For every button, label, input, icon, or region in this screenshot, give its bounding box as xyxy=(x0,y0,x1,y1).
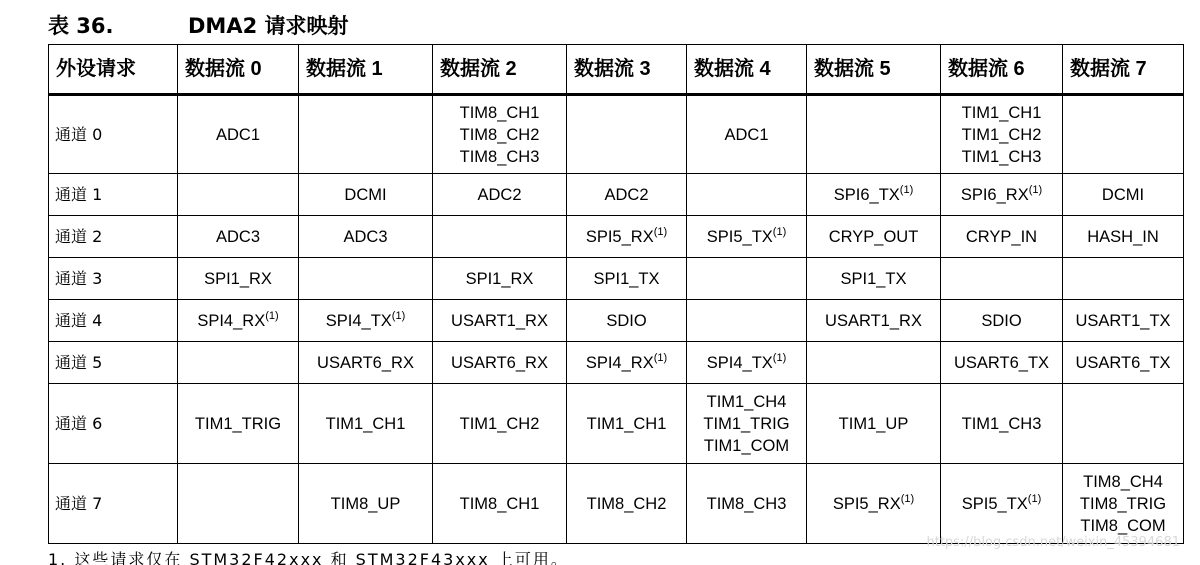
request-entry xyxy=(180,268,296,290)
request-name: TIM1_CH2 xyxy=(962,126,1042,144)
mapping-cell xyxy=(1063,174,1184,216)
request-name: SPI5_TX xyxy=(962,495,1028,513)
request-entry xyxy=(1065,310,1181,332)
request-entry xyxy=(569,184,684,206)
request-entry xyxy=(180,413,296,435)
mapping-cell xyxy=(807,216,941,258)
row-label-channel-6: 通道 6 xyxy=(49,384,178,464)
request-name: TIM8_CH1 xyxy=(460,495,540,513)
request-name: TIM8_CH2 xyxy=(460,126,540,144)
mapping-cell xyxy=(1063,300,1184,342)
mapping-cell xyxy=(941,384,1063,464)
request-entry xyxy=(689,352,804,374)
request-entry xyxy=(809,493,938,515)
request-name: SPI5_RX xyxy=(586,228,654,246)
row-label-channel-1: 通道 1 xyxy=(49,174,178,216)
request-name: CRYP_IN xyxy=(966,228,1037,246)
request-name: ADC3 xyxy=(343,228,387,246)
footnote-marker: (1) xyxy=(654,226,667,238)
mapping-cell xyxy=(299,216,433,258)
request-entry xyxy=(689,435,804,457)
mapping-cell xyxy=(299,258,433,300)
header-stream-0: 数据流 0 xyxy=(178,45,299,95)
request-name: DCMI xyxy=(344,186,386,204)
header-stream-4: 数据流 4 xyxy=(687,45,807,95)
mapping-cell xyxy=(687,258,807,300)
row-label-channel-5: 通道 5 xyxy=(49,342,178,384)
request-entry xyxy=(301,352,430,374)
table-body xyxy=(49,95,1184,544)
request-name: ADC1 xyxy=(216,126,260,144)
request-entry xyxy=(943,493,1060,515)
mapping-cell xyxy=(567,174,687,216)
row-label-channel-0: 通道 0 xyxy=(49,95,178,174)
request-entry xyxy=(809,184,938,206)
request-name: USART6_RX xyxy=(451,354,548,372)
footnote-marker: (1) xyxy=(654,352,667,364)
request-entry xyxy=(809,226,938,248)
request-name: SDIO xyxy=(981,312,1021,330)
mapping-cell xyxy=(433,174,567,216)
header-row xyxy=(49,45,1184,95)
footnote-marker: (1) xyxy=(900,184,913,196)
request-name: ADC1 xyxy=(724,126,768,144)
request-name: SPI1_RX xyxy=(204,270,272,288)
request-entry xyxy=(435,310,564,332)
mapping-cell xyxy=(433,95,567,174)
mapping-cell xyxy=(567,216,687,258)
header-stream-7: 数据流 7 xyxy=(1063,45,1184,95)
row-label-channel-2: 通道 2 xyxy=(49,216,178,258)
mapping-cell xyxy=(433,216,567,258)
request-name: SDIO xyxy=(606,312,646,330)
request-name: TIM1_COM xyxy=(704,437,789,455)
mapping-cell xyxy=(807,464,941,544)
request-entry xyxy=(435,493,564,515)
mapping-cell xyxy=(178,300,299,342)
request-name: ADC3 xyxy=(216,228,260,246)
mapping-cell xyxy=(807,342,941,384)
header-peripheral-request: 外设请求 xyxy=(49,45,178,95)
footnote-marker: (1) xyxy=(901,493,914,505)
request-name: SPI6_RX xyxy=(961,186,1029,204)
footnote-text: 1. 这些请求仅在 STM32F42xxx 和 STM32F43xxx 上可用。 xyxy=(48,550,668,565)
mapping-cell xyxy=(807,258,941,300)
request-name: USART6_TX xyxy=(954,354,1049,372)
request-name: ADC2 xyxy=(604,186,648,204)
mapping-cell xyxy=(941,174,1063,216)
mapping-cell xyxy=(941,300,1063,342)
header-stream-2: 数据流 2 xyxy=(433,45,567,95)
table-caption xyxy=(48,10,349,40)
request-entry xyxy=(689,124,804,146)
mapping-cell xyxy=(1063,95,1184,174)
mapping-cell xyxy=(178,95,299,174)
request-name: SPI4_TX xyxy=(707,354,773,372)
watermark: https://blog.csdn.net/weixin_45394681 xyxy=(926,535,1180,550)
request-entry xyxy=(180,124,296,146)
row-label-channel-7: 通道 7 xyxy=(49,464,178,544)
request-name: SPI4_TX xyxy=(326,312,392,330)
table-row xyxy=(49,95,1184,174)
request-name: SPI4_RX xyxy=(197,312,265,330)
mapping-cell xyxy=(299,464,433,544)
mapping-cell xyxy=(178,464,299,544)
mapping-cell xyxy=(178,342,299,384)
mapping-cell xyxy=(687,95,807,174)
dma2-request-mapping-table-container xyxy=(48,44,1183,544)
table-row xyxy=(49,300,1184,342)
request-entry xyxy=(1065,493,1181,515)
request-entry xyxy=(943,184,1060,206)
request-entry xyxy=(809,268,938,290)
request-name: TIM1_CH1 xyxy=(962,104,1042,122)
request-entry xyxy=(301,310,430,332)
footnote-marker: (1) xyxy=(773,226,786,238)
mapping-cell xyxy=(941,95,1063,174)
request-name: TIM1_CH3 xyxy=(962,415,1042,433)
request-entry xyxy=(435,413,564,435)
request-name: TIM8_UP xyxy=(331,495,401,513)
table-row xyxy=(49,384,1184,464)
request-entry xyxy=(943,413,1060,435)
request-entry xyxy=(943,124,1060,146)
request-entry xyxy=(435,124,564,146)
request-name: SPI1_TX xyxy=(593,270,659,288)
header-stream-1: 数据流 1 xyxy=(299,45,433,95)
request-entry xyxy=(1065,471,1181,493)
request-name: TIM1_TRIG xyxy=(195,415,281,433)
request-name: SPI1_TX xyxy=(840,270,906,288)
header-stream-3: 数据流 3 xyxy=(567,45,687,95)
request-entry xyxy=(569,413,684,435)
request-entry xyxy=(809,413,938,435)
request-entry xyxy=(301,184,430,206)
table-title: DMA2 请求映射 xyxy=(188,10,349,40)
mapping-cell xyxy=(299,342,433,384)
mapping-cell xyxy=(178,258,299,300)
request-entry xyxy=(435,146,564,168)
footnote-marker: (1) xyxy=(392,310,405,322)
mapping-cell xyxy=(807,95,941,174)
request-name: TIM8_CH1 xyxy=(460,104,540,122)
mapping-cell xyxy=(807,384,941,464)
request-name: SPI6_TX xyxy=(834,186,900,204)
request-name: USART1_TX xyxy=(1075,312,1170,330)
table-row xyxy=(49,342,1184,384)
mapping-cell xyxy=(687,342,807,384)
table-row xyxy=(49,174,1184,216)
mapping-cell xyxy=(687,384,807,464)
request-name: USART1_RX xyxy=(825,312,922,330)
mapping-cell xyxy=(299,300,433,342)
mapping-cell xyxy=(567,258,687,300)
table-row xyxy=(49,216,1184,258)
mapping-cell xyxy=(299,95,433,174)
request-entry xyxy=(569,493,684,515)
mapping-cell xyxy=(687,174,807,216)
mapping-cell xyxy=(567,464,687,544)
mapping-cell xyxy=(433,300,567,342)
request-entry xyxy=(1065,184,1181,206)
footnote-marker: (1) xyxy=(773,352,786,364)
request-name: SPI5_TX xyxy=(707,228,773,246)
mapping-cell xyxy=(941,464,1063,544)
request-entry xyxy=(1065,515,1181,537)
request-entry xyxy=(569,310,684,332)
request-entry xyxy=(569,268,684,290)
request-entry xyxy=(435,102,564,124)
header-stream-6: 数据流 6 xyxy=(941,45,1063,95)
mapping-cell xyxy=(687,300,807,342)
request-name: TIM8_CH4 xyxy=(1083,473,1163,491)
request-entry xyxy=(301,413,430,435)
request-entry xyxy=(689,391,804,413)
mapping-cell xyxy=(1063,384,1184,464)
table-number: 表 36. xyxy=(48,10,188,40)
request-name: CRYP_OUT xyxy=(829,228,919,246)
request-name: TIM8_TRIG xyxy=(1080,495,1166,513)
request-entry xyxy=(1065,226,1181,248)
request-name: TIM8_CH3 xyxy=(707,495,787,513)
mapping-cell xyxy=(567,342,687,384)
mapping-cell xyxy=(433,384,567,464)
request-entry xyxy=(689,413,804,435)
header-stream-5: 数据流 5 xyxy=(807,45,941,95)
dma2-request-mapping-table xyxy=(48,44,1184,544)
request-entry xyxy=(301,226,430,248)
request-name: USART6_TX xyxy=(1075,354,1170,372)
request-name: TIM8_CH3 xyxy=(460,148,540,166)
request-entry xyxy=(180,226,296,248)
request-name: USART1_RX xyxy=(451,312,548,330)
request-name: TIM1_UP xyxy=(839,415,909,433)
request-entry xyxy=(1065,352,1181,374)
request-name: TIM1_CH1 xyxy=(326,415,406,433)
request-name: TIM1_CH2 xyxy=(460,415,540,433)
request-entry xyxy=(301,493,430,515)
request-name: TIM8_COM xyxy=(1080,517,1165,535)
request-entry xyxy=(943,352,1060,374)
request-name: SPI1_RX xyxy=(466,270,534,288)
request-name: ADC2 xyxy=(477,186,521,204)
request-entry xyxy=(435,184,564,206)
mapping-cell xyxy=(1063,216,1184,258)
mapping-cell xyxy=(299,384,433,464)
footnote-cutoff xyxy=(48,545,668,565)
table-row xyxy=(49,258,1184,300)
request-entry xyxy=(943,226,1060,248)
mapping-cell xyxy=(433,342,567,384)
request-name: TIM1_CH1 xyxy=(587,415,667,433)
request-name: TIM1_TRIG xyxy=(703,415,789,433)
request-entry xyxy=(689,493,804,515)
mapping-cell xyxy=(941,216,1063,258)
mapping-cell xyxy=(567,384,687,464)
request-name: USART6_RX xyxy=(317,354,414,372)
request-name: TIM1_CH3 xyxy=(962,148,1042,166)
mapping-cell xyxy=(1063,258,1184,300)
mapping-cell xyxy=(178,216,299,258)
mapping-cell xyxy=(941,342,1063,384)
mapping-cell xyxy=(567,300,687,342)
mapping-cell xyxy=(178,174,299,216)
request-entry xyxy=(569,226,684,248)
request-entry xyxy=(180,310,296,332)
request-entry xyxy=(689,226,804,248)
request-name: TIM8_CH2 xyxy=(587,495,667,513)
footnote-marker: (1) xyxy=(1028,493,1041,505)
mapping-cell xyxy=(433,258,567,300)
request-entry xyxy=(943,102,1060,124)
request-name: DCMI xyxy=(1102,186,1144,204)
table-row xyxy=(49,464,1184,544)
request-name: TIM1_CH4 xyxy=(707,393,787,411)
mapping-cell xyxy=(1063,342,1184,384)
row-label-channel-3: 通道 3 xyxy=(49,258,178,300)
mapping-cell xyxy=(687,216,807,258)
mapping-cell xyxy=(941,258,1063,300)
request-entry xyxy=(435,352,564,374)
mapping-cell xyxy=(807,174,941,216)
request-entry xyxy=(569,352,684,374)
request-entry xyxy=(943,146,1060,168)
request-entry xyxy=(435,268,564,290)
row-label-channel-4: 通道 4 xyxy=(49,300,178,342)
mapping-cell xyxy=(299,174,433,216)
mapping-cell xyxy=(807,300,941,342)
mapping-cell xyxy=(567,95,687,174)
request-entry xyxy=(943,310,1060,332)
request-entry xyxy=(809,310,938,332)
footnote-marker: (1) xyxy=(265,310,278,322)
request-name: SPI5_RX xyxy=(833,495,901,513)
mapping-cell xyxy=(1063,464,1184,544)
mapping-cell xyxy=(687,464,807,544)
footnote-marker: (1) xyxy=(1029,184,1042,196)
request-name: HASH_IN xyxy=(1087,228,1159,246)
mapping-cell xyxy=(433,464,567,544)
mapping-cell xyxy=(178,384,299,464)
request-name: SPI4_RX xyxy=(586,354,654,372)
